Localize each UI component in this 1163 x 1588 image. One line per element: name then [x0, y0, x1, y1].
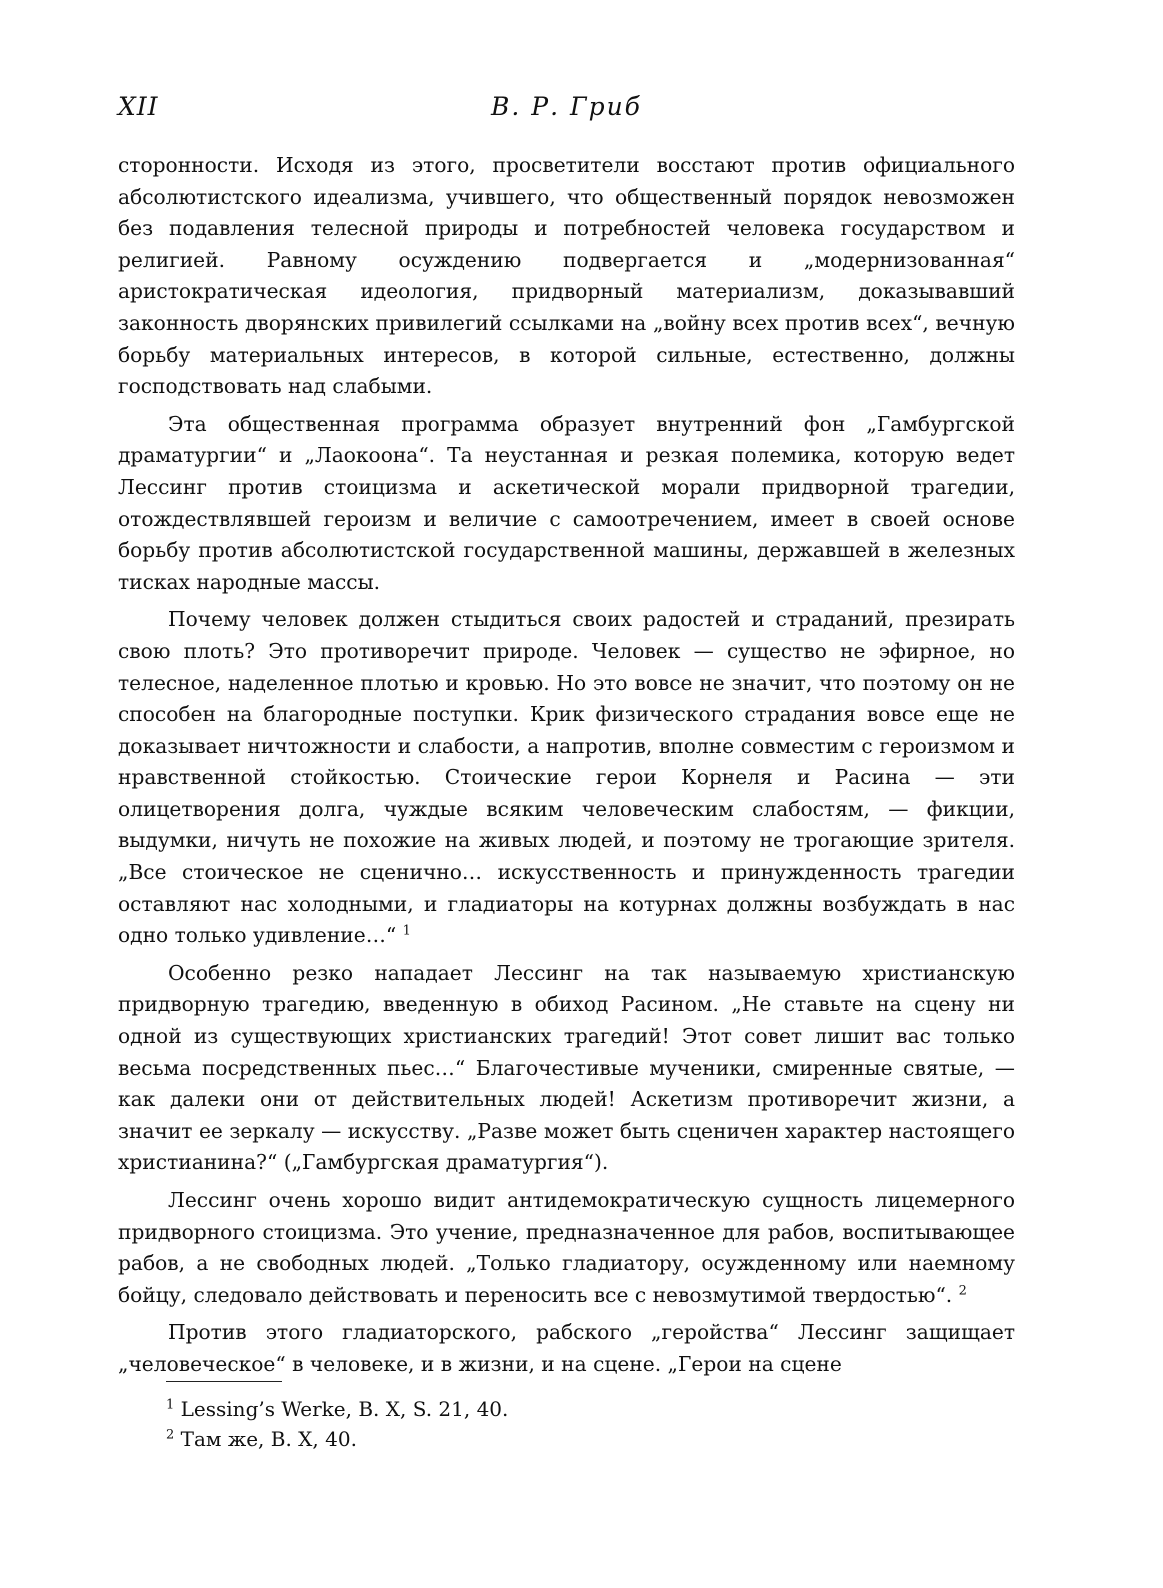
page-number: XII [118, 92, 159, 121]
paragraph-6 [118, 1317, 1015, 1380]
paragraph-1-text: сторонности. Исходя из этого, просветители восстают против официального абсолютистского идеализма, учившего, что общественный порядок невозможен без подавления телесной природы и потребностей человека государством и религией. Равному осуждению подвергается и „модернизованная“ аристократическая идеология, придворный материализм, доказывавший законность дворянских привилегий ссылками на „войну всех против всех“, вечную борьбу материальных интересов, в которой сильные, естественно, должны господствовать над слабыми. [118, 153, 1015, 399]
paragraph-2 [118, 409, 1015, 599]
footnote-ref-1: 1 [402, 923, 411, 939]
running-head: В. Р. Гриб [491, 92, 642, 121]
paragraph-5 [118, 1185, 1015, 1311]
footnote-ref-2: 2 [958, 1283, 967, 1299]
footnotes [166, 1394, 966, 1454]
footnote-1-text: Lessing’s Werke, B. X, S. 21, 40. [180, 1397, 509, 1421]
paragraph-3 [118, 604, 1015, 952]
paragraph-5-text: Лессинг очень хорошо видит антидемократическую сущность лицемерного придворного стоицизма. Это учение, предназначенное для рабов, воспитывающее рабов, а не свободных людей. „Только гладиатору, осужденному или наемному бойцу, следовало действовать и переносить все с невозмутимой твердостью“. [118, 1188, 1015, 1307]
paragraph-4-text: Особенно резко нападает Лессинг на так называемую христианскую придворную трагедию, введенную в обиход Расином. „Не ставьте на сцену ни одной из существующих христианских трагедий! Этот совет лишит вас только весьма посредственных пьес…“ Благочестивые мученики, смиренные святые, — как далеки они от действительных людей! Аскетизм противоречит жизни, а значит ее зеркалу — искусству. „Разве может быть сценичен характер настоящего христианина?“ („Гамбургская драматургия“). [118, 960, 1015, 1175]
footnote-2 [166, 1424, 966, 1454]
footnote-2-mark: 2 [166, 1427, 175, 1443]
footnote-1 [166, 1394, 966, 1424]
paragraph-4 [118, 958, 1015, 1179]
paragraph-6-text: Против этого гладиаторского, рабского „геройства“ Лессинг защищает „человеческое“ в человеке, и в жизни, и на сцене. „Герои на сцене [118, 1320, 1015, 1376]
paragraph-1 [118, 150, 1015, 403]
page-header [118, 92, 1015, 132]
footnote-2-text: Там же, В. X, 40. [180, 1427, 357, 1451]
body-text [118, 150, 1015, 1387]
paragraph-3-text: Почему человек должен стыдиться своих радостей и страданий, презирать свою плоть? Это противоречит природе. Человек — существо не эфирное, но телесное, наделенное плотью и кровью. Но это вовсе не значит, что поэтому он не способен на благородные поступки. Крик физического страдания вовсе еще не доказывает ничтожности и слабости, а напротив, вполне совместим с героизмом и нравственной стойкостью. Стоические герои Корнеля и Расина — эти олицетворения долга, чуждые всяким человеческим слабостям, — фикции, выдумки, ничуть не похожие на живых людей, и поэтому не трогающие зрителя. „Все стоическое не сценично… искусственность и принужденность трагедии оставляют нас холодными, и гладиаторы на котурнах должны возбуждать в нас одно только удивление…“ [118, 607, 1015, 948]
footnote-1-mark: 1 [166, 1397, 175, 1413]
paragraph-2-text: Эта общественная программа образует внутренний фон „Гамбургской драматургии“ и „Лаокоона“. Та неустанная и резкая полемика, которую ведет Лессинг против стоицизма и аскетической морали придворной трагедии, отождествлявшей героизм и величие с самоотречением, имеет в своей основе борьбу против абсолютистской государственной машины, державшей в железных тисках народные массы. [118, 411, 1015, 594]
footnote-divider [166, 1381, 282, 1382]
